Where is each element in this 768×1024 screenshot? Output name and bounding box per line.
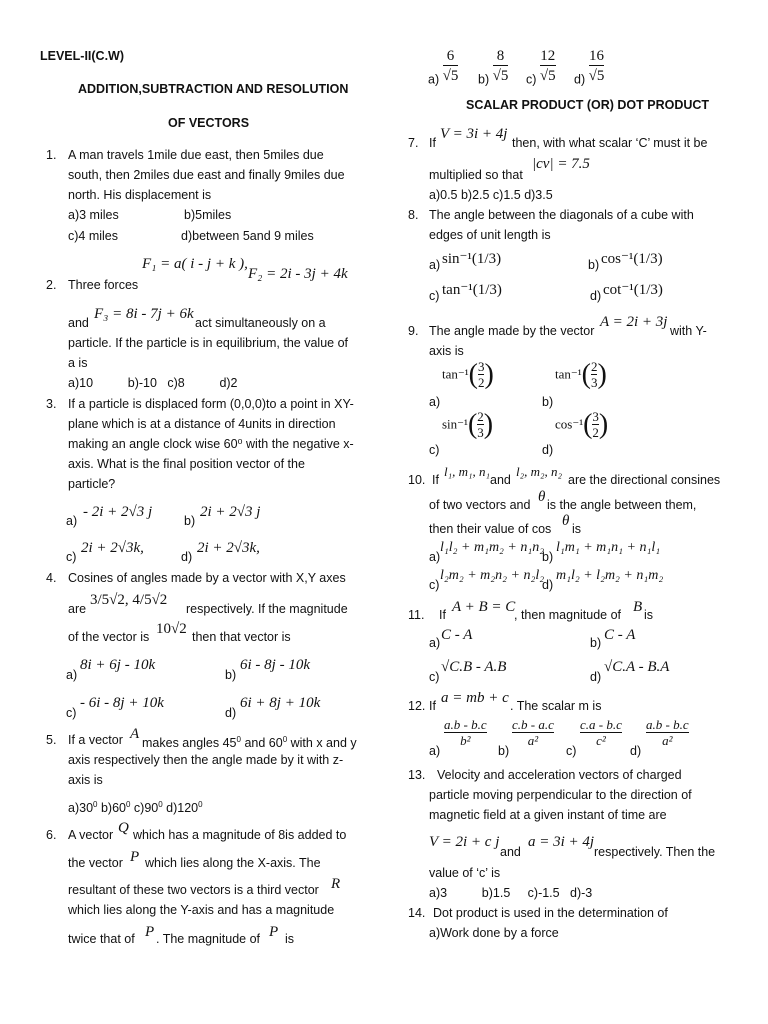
vector-a: A = 2i + 3j: [600, 314, 668, 330]
option-a: - 2i + 2√3 j: [83, 504, 153, 520]
option-c: [580, 718, 622, 748]
numerator: c.b - a.c: [512, 717, 554, 732]
angle-45: makes angles 45: [142, 736, 237, 751]
question-text: particle moving perpendicular to the direction of: [429, 788, 692, 802]
numerator: 3: [592, 409, 599, 424]
denominator: 2: [592, 425, 599, 440]
options: a)3 b)1.5 c)-1.5 d)-3: [429, 886, 593, 900]
question-text: If: [429, 699, 436, 713]
question-number: 9.: [408, 324, 419, 338]
question-text-tail: with x and y: [290, 736, 357, 751]
question-text: is: [285, 932, 295, 946]
option-a: 8i + 6j - 10k: [80, 657, 156, 673]
force-f3: F₃ = 8i - 7j + 6k: [94, 306, 194, 322]
option-c-label: c): [429, 289, 440, 303]
question-number: 2.: [46, 278, 57, 292]
question-text: axis is: [429, 344, 464, 358]
denominator: √5: [443, 65, 459, 85]
option-a: sin⁻¹(1/3): [442, 251, 502, 267]
option-a: l₁l₂ + m₁m₂ + n₁n₂: [440, 540, 545, 555]
fraction: [540, 47, 556, 85]
question-number: 6.: [46, 828, 57, 842]
question-text: edges of unit length is: [429, 228, 551, 242]
section-title-line1: ADDITION,SUBTRACTION AND RESOLUTION: [78, 82, 349, 96]
option-d-label: d): [542, 578, 554, 592]
question-text: plane which is at a distance of 4units in direction: [68, 417, 336, 431]
question-text: act simultaneously on a: [195, 316, 326, 330]
question-text: Dot product is used in the determination of: [433, 906, 668, 920]
question-text: with Y-: [670, 324, 707, 338]
option-b: b)5miles: [184, 208, 232, 222]
angle-60: and 60: [244, 736, 283, 751]
question-text: . The magnitude of: [156, 932, 261, 946]
question-text: If a particle is displaced form (0,0,0)to a point in XY-: [68, 397, 354, 411]
option-a-label: a): [429, 744, 441, 758]
question-text: A man travels 1mile due east, then 5miles due: [68, 148, 324, 162]
question-text: If: [439, 608, 446, 622]
question-number: 11.: [408, 608, 425, 622]
option-c: 2i + 2√3k,: [81, 540, 144, 556]
numerator: c.a - b.c: [580, 717, 622, 732]
question-text: and: [68, 316, 89, 330]
numerator: 2: [477, 409, 484, 424]
option-a-label: a): [66, 668, 78, 682]
question-number: 1.: [46, 148, 57, 162]
option-d: 6i + 8j + 10k: [240, 695, 321, 711]
fraction: [646, 718, 689, 748]
option-a: [444, 718, 487, 748]
option-b: C - A: [604, 627, 636, 643]
function: tan⁻¹: [555, 366, 582, 382]
option-c-label: c): [429, 443, 440, 457]
question-text: respectively. If the magnitude: [186, 602, 348, 616]
option-d-label: d): [590, 670, 602, 684]
option-b-label: b): [498, 744, 510, 758]
numerator: a.b - b.c: [646, 717, 689, 732]
option-d-label: d): [542, 443, 554, 457]
option-c: [526, 47, 556, 86]
option-d: d)between 5and 9 miles: [181, 229, 314, 243]
option-d: m₁l₂ + l₂m₂ + n₁m₂: [556, 568, 664, 583]
denominator: c²: [580, 732, 622, 748]
option-b: [478, 47, 508, 86]
vector-p: P: [269, 924, 279, 940]
option-d-label: d): [590, 289, 602, 303]
question-text: and: [500, 845, 521, 859]
question-number: 12.: [408, 699, 426, 713]
denominator: 2: [477, 375, 485, 390]
denominator: √5: [493, 65, 509, 85]
question-text: multiplied so that: [429, 168, 523, 182]
denominator: a²: [512, 732, 554, 748]
option-b-label: b): [542, 395, 554, 409]
option-c-label: c): [429, 670, 440, 684]
question-text: resultant of these two vectors is a third vector: [68, 883, 319, 897]
question-text: A vector: [68, 828, 114, 842]
fraction: [589, 47, 605, 85]
option-c-label: c): [566, 744, 577, 758]
option-b: 2i + 2√3 j: [200, 504, 261, 520]
option-d-label: d): [630, 744, 642, 758]
numerator: 6: [446, 48, 455, 64]
option-a-label: a): [429, 395, 441, 409]
option-c: l₂m₂ + m₂n₂ + n₂l₂: [440, 568, 545, 583]
question-text: which has a magnitude of 8is added to: [133, 828, 347, 842]
function: sin⁻¹: [442, 416, 468, 432]
force-f2: F₂ = 2i - 3j + 4k: [248, 266, 348, 282]
function: tan⁻¹: [442, 366, 469, 382]
option-b: 6i - 8j - 10k: [240, 657, 310, 673]
question-text: of two vectors and: [429, 498, 531, 512]
question-text: which lies along the Y-axis and has a magnitude: [68, 903, 335, 917]
option-b: [512, 718, 554, 748]
denominator: √5: [540, 65, 556, 85]
question-text: The angle made by the vector: [429, 324, 595, 338]
force-f1: F₁ = a( i - j + k ),: [142, 256, 248, 272]
equation: a = mb + c: [441, 690, 509, 706]
vector-a: A: [130, 726, 140, 742]
theta-symbol: θ: [538, 489, 546, 505]
question-text: a is: [68, 356, 88, 370]
denominator: a²: [646, 732, 689, 748]
question-text: Three forces: [68, 278, 139, 292]
option-label: d): [574, 72, 586, 87]
numerator: 16: [588, 48, 604, 64]
option-b: tan⁻¹( $\frac{2}{3}$ ): [555, 359, 607, 390]
denominator: b²: [444, 732, 487, 748]
vector-p: P: [145, 924, 155, 940]
fraction: [580, 718, 622, 748]
option-b: l₁m₁ + m₁n₁ + n₁l₁: [556, 540, 661, 555]
question-text: particle?: [68, 477, 116, 491]
numerator: 2: [590, 359, 598, 374]
section-title-line2: OF VECTORS: [168, 116, 250, 130]
denominator: 3: [477, 425, 484, 440]
question-text: respectively. Then the: [594, 845, 716, 859]
question-text: If: [429, 136, 436, 150]
denominator: √5: [589, 65, 605, 85]
question-text: then, with what scalar ‘C’ must it be: [512, 136, 708, 150]
question-text: Cosines of angles made by a vector with X,Y axes: [68, 571, 346, 585]
fraction: [444, 718, 487, 748]
question-number: 4.: [46, 571, 57, 585]
option-label: a): [428, 72, 440, 87]
magnitude-value: 10√2: [156, 621, 187, 637]
option-c: - 6i - 8j + 10k: [80, 695, 164, 711]
option-c: sin⁻¹( $\frac{2}{3}$ ): [442, 409, 494, 440]
question-text: is: [572, 522, 582, 536]
numerator: 12: [540, 48, 556, 64]
cosines-value: 3/5√2, 4/5√2: [90, 592, 168, 608]
option-c-label: c): [429, 578, 440, 592]
option-c: tan⁻¹(1/3): [442, 282, 502, 298]
question-text: south, then 2miles due east and finally 9miles due: [68, 168, 345, 182]
fraction: [493, 47, 509, 85]
question-number: 14.: [408, 906, 426, 920]
question-number: 5.: [46, 733, 57, 747]
question-text: are the directional consines: [568, 473, 721, 487]
denominator: 3: [590, 375, 598, 390]
option-label: c): [526, 72, 537, 87]
question-text: of the vector is: [68, 630, 150, 644]
vector-v: V = 3i + 4j: [440, 126, 508, 142]
question-text: The angle between the diagonals of a cube with: [429, 208, 694, 222]
option-d-label: d): [181, 550, 193, 564]
question-text: Velocity and acceleration vectors of charged: [437, 768, 682, 782]
question-text: magnetic field at a given instant of time are: [429, 808, 667, 822]
question-text: If a vector: [68, 733, 123, 747]
question-text: north. His displacement is: [68, 188, 212, 202]
question-text: is: [644, 608, 654, 622]
vector-equation: A + B = C: [452, 599, 516, 615]
option-b-label: b): [590, 636, 602, 650]
question-text: particle. If the particle is in equilibrium, the value of: [68, 336, 348, 350]
question-text: and: [490, 473, 511, 487]
option-a: C - A: [441, 627, 473, 643]
numerator: 8: [496, 48, 505, 64]
question-text: the vector: [68, 856, 123, 870]
option-a: tan⁻¹( $\frac{3}{2}$ ): [442, 359, 494, 390]
option-d: [646, 718, 689, 748]
fraction: [443, 47, 459, 85]
options: a)0.5 b)2.5 c)1.5 d)3.5: [429, 188, 553, 202]
vector-b: B: [633, 599, 643, 615]
question-text: , then magnitude of: [514, 608, 622, 622]
option-c: √C.B - A.B: [441, 659, 507, 675]
question-number: 7.: [408, 136, 419, 150]
question-text: axis respectively then the angle made by it with z-: [68, 753, 344, 767]
question-text: which lies along the X-axis. The: [145, 856, 321, 870]
option-label: b): [478, 72, 490, 87]
option-a: [428, 47, 458, 86]
vector-q: Q: [118, 820, 129, 836]
options: a)10 b)-10 c)8 d)2: [68, 376, 238, 390]
question-text: then that vector is: [192, 630, 291, 644]
option-a-label: a): [429, 258, 441, 272]
option-a-label: a): [66, 514, 78, 528]
direction-cosines-1: l₁, m₁, n₁: [444, 464, 491, 479]
question-number: 3.: [46, 397, 57, 411]
option-b-label: b): [542, 550, 554, 564]
acceleration-vector: a = 3i + 4j: [528, 834, 595, 850]
question-text: axis is: [68, 773, 103, 787]
question-text: making an angle clock wise 60⁰ with the negative x-: [68, 437, 354, 451]
question-text: value of ‘c’ is: [429, 866, 501, 880]
vector-r: R: [331, 876, 341, 892]
question-text: twice that of: [68, 932, 135, 946]
question-text: axis. What is the final position vector of the: [68, 457, 305, 471]
section-title-dot-product: SCALAR PRODUCT (OR) DOT PRODUCT: [466, 98, 710, 112]
option-d: 2i + 2√3k,: [197, 540, 260, 556]
theta-symbol: θ: [562, 513, 570, 529]
question-text: . The scalar m is: [510, 699, 602, 713]
question-text: If: [432, 473, 439, 487]
numerator: 3: [477, 359, 485, 374]
option-a-label: a): [429, 550, 441, 564]
option-d: [574, 47, 604, 86]
option-c: c)4 miles: [68, 229, 119, 243]
option-b: cos⁻¹(1/3): [601, 251, 663, 267]
function: cos⁻¹: [555, 416, 584, 432]
option-d: √C.A - B.A: [604, 659, 670, 675]
option-c-label: c): [66, 550, 77, 564]
numerator: a.b - b.c: [444, 717, 487, 732]
vector-p: P: [130, 849, 140, 865]
option-d: cot⁻¹(1/3): [603, 282, 663, 298]
option-a: a)Work done by a force: [429, 926, 559, 940]
option-d-label: d): [225, 706, 237, 720]
option-b-label: b): [184, 514, 196, 528]
level-heading: LEVEL-II(C.W): [40, 49, 125, 63]
question-number: 10.: [408, 473, 426, 487]
options: $a)30^0$ $b)60^0$ $c)90^0$ $d)120^0$: [68, 800, 203, 816]
condition: |cv| = 7.5: [532, 156, 590, 172]
velocity-vector: V = 2i + c j: [429, 834, 500, 850]
option-d: cos⁻¹( $\frac{3}{2}$ ): [555, 409, 609, 440]
question-text: is the angle between them,: [547, 498, 697, 512]
question-number: 13.: [408, 768, 426, 782]
option-a-label: a): [429, 636, 441, 650]
option-b-label: b): [225, 668, 237, 682]
question-number: 8.: [408, 208, 419, 222]
direction-cosines-2: l₂, m₂, n₂: [516, 464, 563, 479]
option-b-label: b): [588, 258, 600, 272]
option-c-label: c): [66, 706, 77, 720]
question-text: makes angles $45^0$ and $60^0$ with x and y: [142, 735, 357, 751]
question-text: are: [68, 602, 87, 616]
fraction: [512, 718, 554, 748]
question-text: then their value of cos: [429, 522, 552, 536]
option-a: a)3 miles: [68, 208, 119, 222]
